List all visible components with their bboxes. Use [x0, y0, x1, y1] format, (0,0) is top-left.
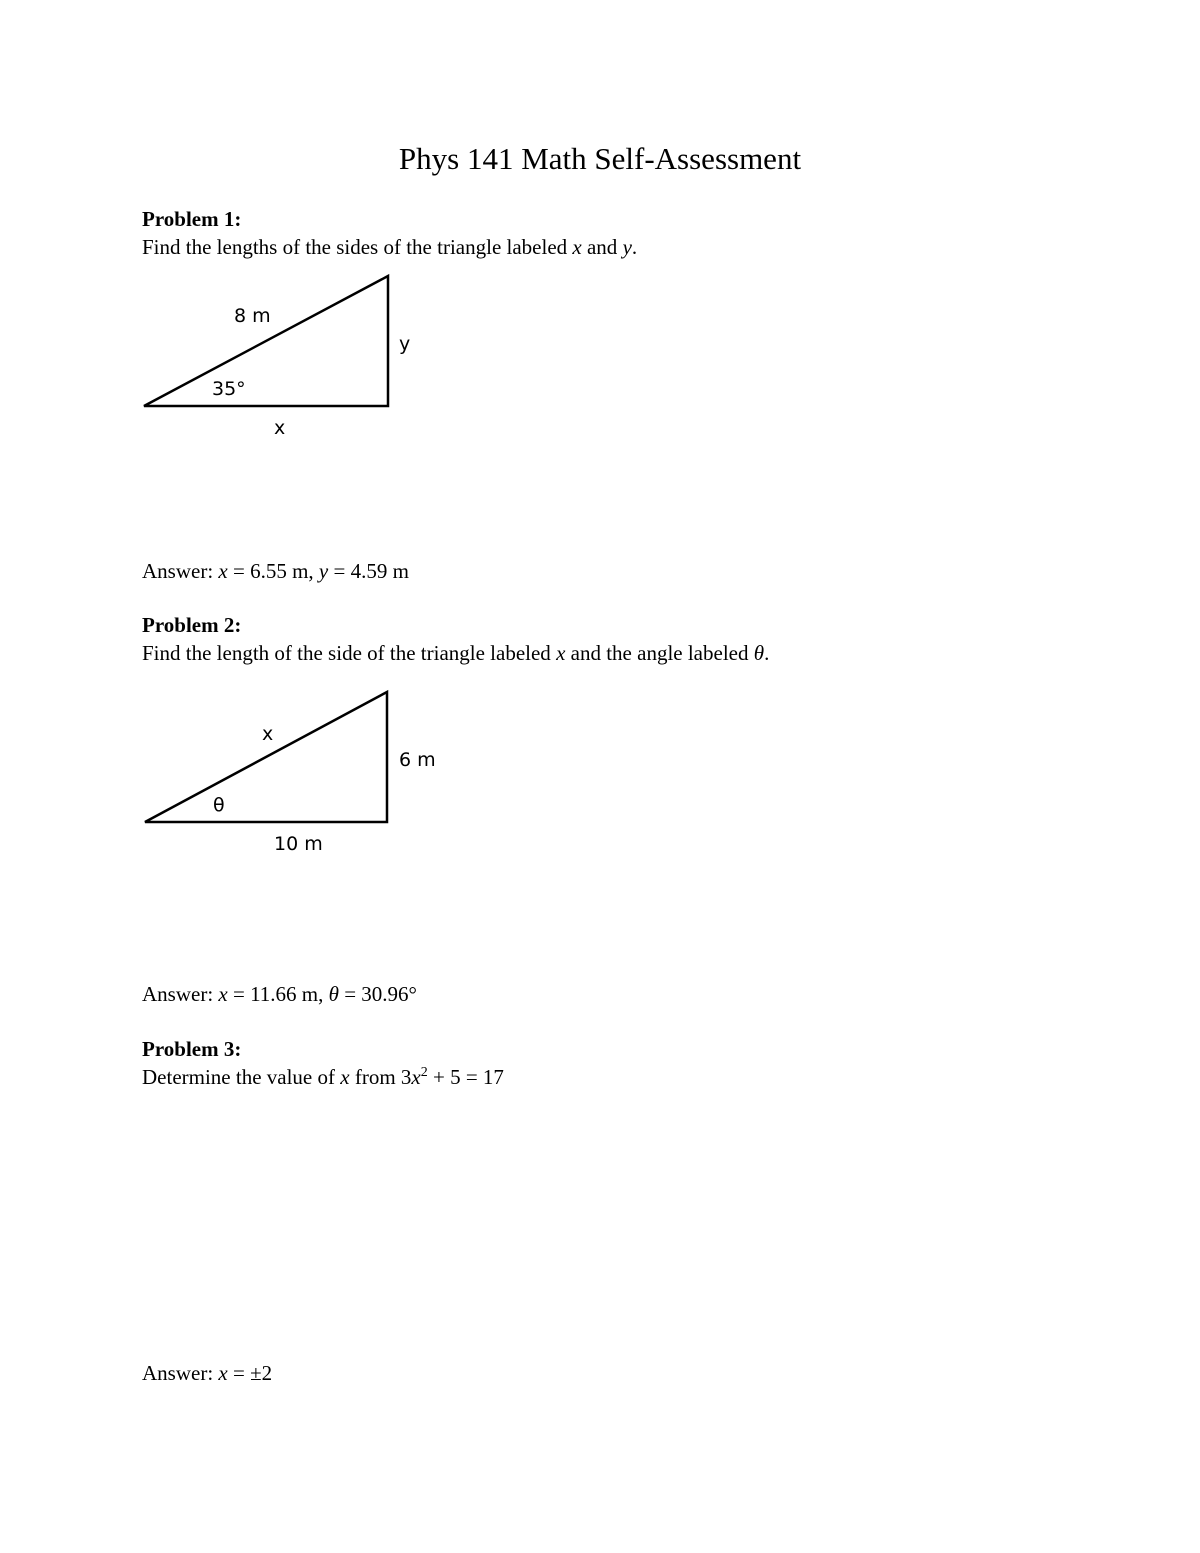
- triangle-1-vertical-label: y: [399, 333, 411, 355]
- triangle-2-figure: [145, 692, 436, 855]
- problem-3-prompt: [142, 1064, 504, 1090]
- answer-text: = 11.66 m,: [227, 982, 329, 1006]
- problem-3-answer: [142, 1360, 272, 1386]
- answer-text: = 6.55 m,: [227, 559, 319, 583]
- prompt-var-y: y: [622, 235, 632, 259]
- triangle-1-angle-label: 35°: [212, 378, 246, 400]
- triangle-1-figure: [144, 276, 410, 439]
- triangle-2-vertical-label: 6 m: [399, 749, 436, 771]
- answer-text: = ±2: [227, 1361, 273, 1385]
- answer-text: Answer:: [142, 1361, 219, 1385]
- problem-2-answer: [142, 981, 417, 1007]
- answer-text: Answer:: [142, 559, 219, 583]
- answer-text: = 30.96°: [338, 982, 417, 1006]
- problem-2-heading: Problem 2:: [142, 613, 242, 637]
- answer-var-x: x: [218, 982, 228, 1006]
- triangle-2-base-label: 10 m: [274, 833, 323, 855]
- answer-var-x: x: [218, 559, 228, 583]
- triangle-2-hypotenuse-label: x: [262, 723, 274, 745]
- prompt-var-x: x: [556, 641, 566, 665]
- prompt-text: and the angle labeled: [565, 641, 754, 665]
- prompt-var-x: x: [572, 235, 582, 259]
- problem-2-prompt: [142, 640, 769, 666]
- prompt-text: Find the lengths of the sides of the triangle labeled: [142, 235, 573, 259]
- prompt-var-theta: θ: [753, 641, 765, 665]
- answer-var-x: x: [218, 1361, 228, 1385]
- page-title: Phys 141 Math Self-Assessment: [398, 141, 802, 176]
- prompt-text: .: [631, 235, 638, 259]
- answer-var-theta: θ: [328, 982, 339, 1006]
- answer-var-y: y: [318, 559, 329, 583]
- triangle-1-hypotenuse-label: 8 m: [234, 305, 271, 327]
- problem-3-heading: Problem 3:: [142, 1037, 242, 1061]
- triangle-1-shape: [144, 276, 388, 406]
- prompt-exponent: 2: [420, 1065, 428, 1080]
- problem-1-answer: [142, 558, 409, 584]
- prompt-text: + 5 = 17: [427, 1065, 504, 1089]
- prompt-text: and: [581, 235, 623, 259]
- prompt-text: Determine the value of: [142, 1065, 341, 1089]
- prompt-var-x: x: [340, 1065, 350, 1089]
- answer-text: Answer:: [142, 982, 219, 1006]
- triangle-2-shape: [145, 692, 387, 822]
- triangle-1-base-label: x: [274, 417, 286, 439]
- triangle-2-angle-label: θ: [213, 794, 225, 816]
- answer-text: = 4.59 m: [328, 559, 409, 583]
- prompt-var-x: x: [411, 1065, 421, 1089]
- prompt-text: from 3: [349, 1065, 412, 1089]
- prompt-text: .: [764, 641, 770, 665]
- prompt-text: Find the length of the side of the triangle labeled: [142, 641, 557, 665]
- problem-1-heading: Problem 1:: [142, 207, 242, 231]
